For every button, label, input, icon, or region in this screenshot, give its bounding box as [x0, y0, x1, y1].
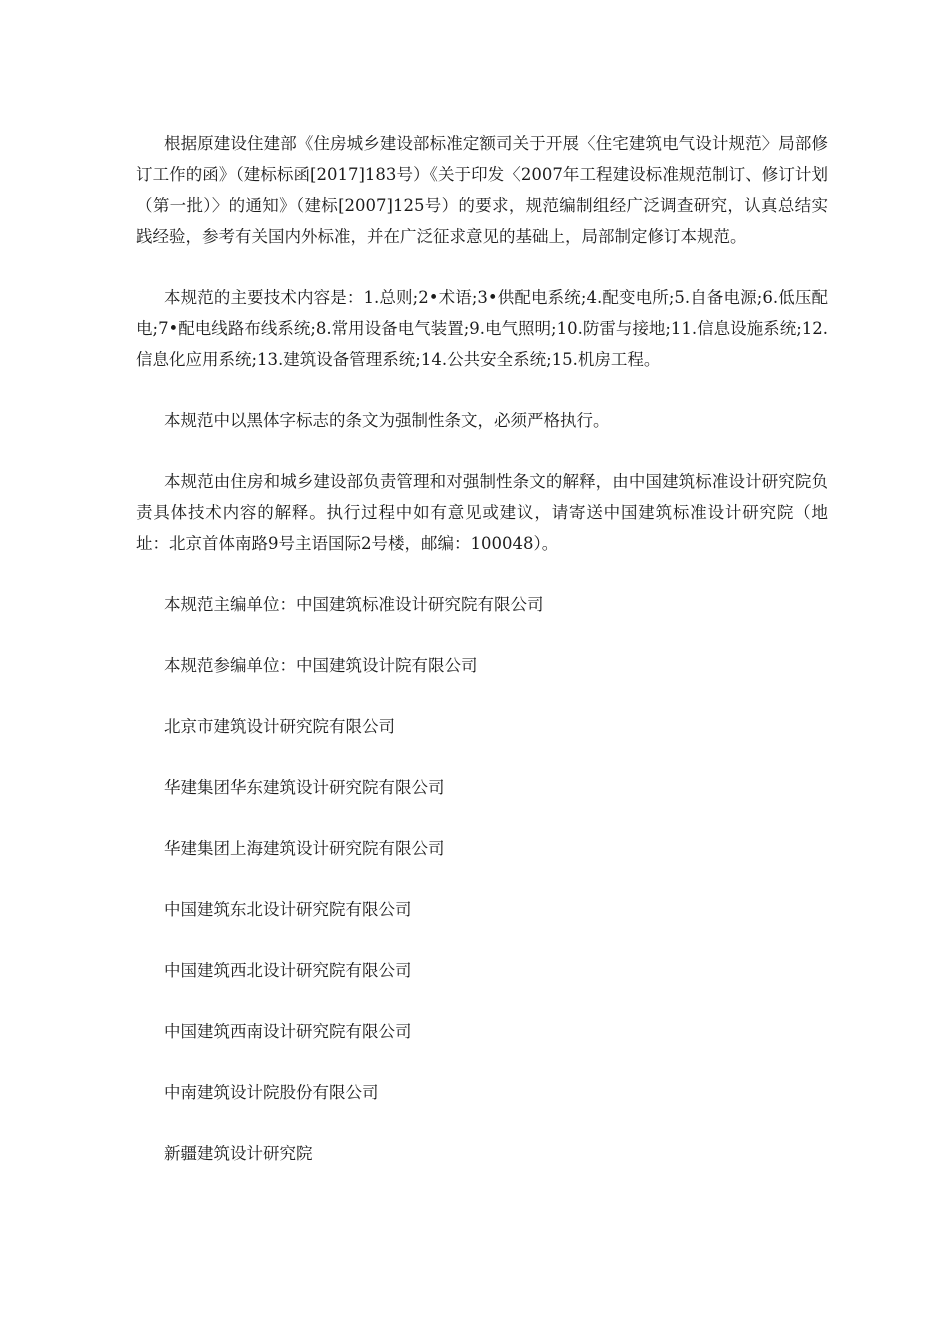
participating-unit: 新疆建筑设计研究院 [164, 1144, 313, 1163]
participating-unit: 华建集团华东建筑设计研究院有限公司 [164, 778, 445, 797]
chief-editor-unit: 本规范主编单位：中国建筑标准设计研究院有限公司 [164, 595, 544, 614]
participating-unit: 中国建筑东北设计研究院有限公司 [164, 900, 412, 919]
participating-unit: 华建集团上海建筑设计研究院有限公司 [164, 839, 445, 858]
paragraph-management: 本规范由住房和城乡建设部负责管理和对强制性条文的解释，由中国建筑标准设计研究院负责具体技术内容的解释。执行过程中如有意见或建议，请寄送中国建筑标准设计研究院（地址：北京首体南路9号主语国际2号楼，邮编：100048）。 [136, 472, 828, 553]
participating-unit: 北京市建筑设计研究院有限公司 [164, 717, 395, 736]
paragraph-background: 根据原建设住建部《住房城乡建设部标准定额司关于开展〈住宅建筑电气设计规范〉局部修订工作的函》（建标标函[2017]183号）《关于印发〈2007年工程建设标准规范制订、修订计划（第一批）〉的通知》（建标[2007]125号）的要求，规范编制组经广泛调查研究，认真总结实践经验，参考有关国内外标准，并在广泛征求意见的基础上，局部制定修订本规范。 [136, 134, 828, 246]
participating-unit: 中南建筑设计院股份有限公司 [164, 1083, 379, 1102]
paragraph-mandatory-clauses: 本规范中以黑体字标志的条文为强制性条文，必须严格执行。 [164, 411, 610, 430]
paragraph-main-contents: 本规范的主要技术内容是：1.总则;2•术语;3•供配电系统;4.配变电所;5.自备电源;6.低压配电;7•配电线路布线系统;8.常用设备电气装置;9.电气照明;10.防雷与接地;11.信息设施系统;12.信息化应用系统;13.建筑设备管理系统;14.公共安全系统;15.机房工程。 [136, 288, 828, 369]
participating-unit: 中国建筑西北设计研究院有限公司 [164, 961, 412, 980]
participating-unit: 中国建筑西南设计研究院有限公司 [164, 1022, 412, 1041]
document-body [136, 128, 828, 1199]
participating-unit: 本规范参编单位：中国建筑设计院有限公司 [164, 656, 478, 675]
